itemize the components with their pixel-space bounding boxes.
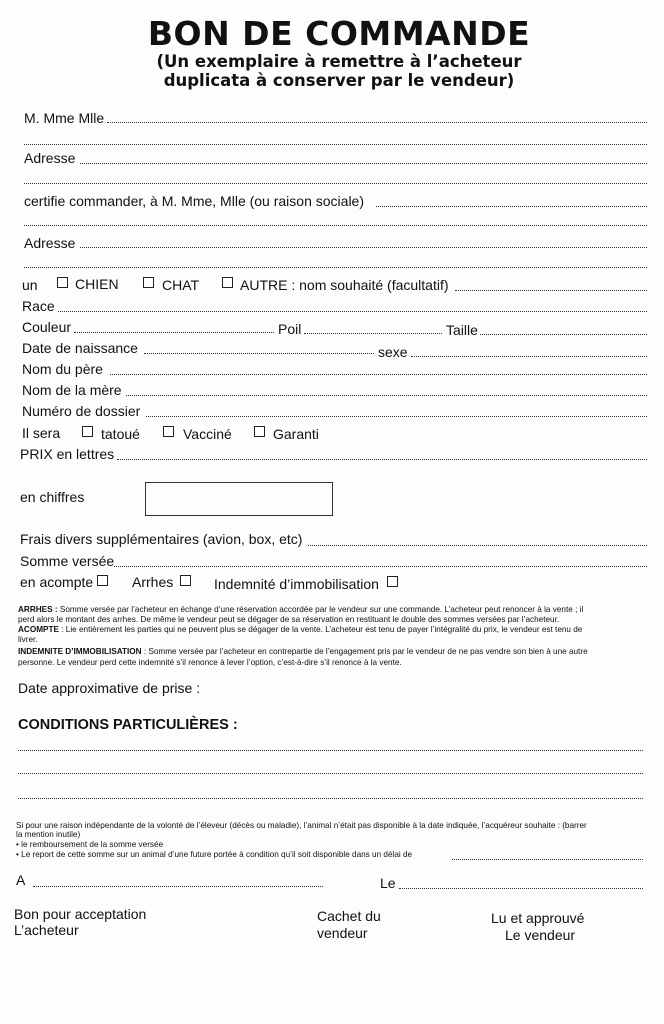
pere-label: Nom du père	[22, 361, 103, 377]
nom-souhaite-field[interactable]	[455, 290, 647, 291]
conditions-line-1[interactable]	[18, 750, 643, 751]
page-title: BON DE COMMANDE	[147, 14, 531, 53]
race-label: Race	[22, 298, 55, 314]
indemnite-definition: INDEMNITE D’IMMOBILISATION : Somme versée par l’acheteur en contrepartie de l’engagement pris par le vendeur de ne pas vendre son bien à une autre	[18, 647, 588, 656]
acompte-definition: ACOMPTE : Lie entièrement les parties qui ne peuvent plus se dégager de la vente. L’acheteur est tenu de payer l’intégralité du prix, le vendeur est tenu de	[18, 625, 583, 634]
place-field[interactable]	[33, 886, 323, 887]
sexe-label: sexe	[378, 344, 408, 360]
indemnite-definition-2: personne. Le vendeur perd cette indemnité s’il renonce à lever l’option, c’est-à-dire s’il renonce à la vente.	[18, 658, 402, 667]
frais-field[interactable]	[308, 545, 647, 546]
prix-lettres-field[interactable]	[117, 459, 647, 460]
mere-label: Nom de la mère	[22, 382, 122, 398]
buyer-name-field[interactable]	[107, 122, 647, 123]
taille-field[interactable]	[480, 334, 647, 335]
date-prise-label: Date approximative de prise :	[18, 680, 201, 696]
garanti-label: Garanti	[273, 426, 319, 442]
chat-label: CHAT	[162, 277, 200, 293]
seller-signature-line-1: Lu et approuvé	[491, 910, 585, 926]
frais-label: Frais divers supplémentaires (avion, box, etc)	[20, 531, 303, 547]
seller-address-label: Adresse	[24, 235, 76, 251]
certify-label: certifie commander, à M. Mme, Mlle (ou raison sociale)	[24, 193, 364, 209]
subtitle-line-2: duplicata à conserver par le vendeur)	[163, 71, 515, 90]
clause-option-report: • Le report de cette somme sur un animal d’une future portée à condition qu’il soit disponible dans un délai de	[16, 850, 413, 859]
couleur-label: Couleur	[22, 319, 72, 335]
prix-lettres-label: PRIX en lettres	[20, 446, 115, 462]
autre-checkbox[interactable]	[222, 277, 233, 288]
vaccine-checkbox[interactable]	[163, 426, 174, 437]
buyer-address-field[interactable]	[80, 163, 647, 164]
seller-name-field-2[interactable]	[24, 225, 647, 226]
race-field[interactable]	[58, 311, 647, 312]
arrhes-definition-2: perd alors le montant des arrhes. De même le vendeur peut se dégager de sa réservation en restituant le double des sommes versées par l’acheteur.	[18, 615, 560, 624]
delai-field[interactable]	[452, 859, 643, 860]
mere-field[interactable]	[126, 395, 647, 396]
clause-option-refund: • le remboursement de la somme versée	[16, 840, 164, 849]
garanti-checkbox[interactable]	[254, 426, 265, 437]
animal-un-label: un	[22, 277, 38, 293]
subtitle-line-1: (Un exemplaire à remettre à l’acheteur	[156, 52, 522, 71]
taille-label: Taille	[446, 322, 478, 338]
indemnite-option-label: Indemnité d’immobilisation	[214, 576, 379, 592]
chien-label: CHIEN	[75, 276, 119, 292]
somme-field[interactable]	[114, 566, 647, 567]
naissance-label: Date de naissance	[22, 340, 138, 356]
seller-address-field[interactable]	[80, 247, 647, 248]
tatoue-checkbox[interactable]	[82, 426, 93, 437]
dossier-field[interactable]	[146, 416, 647, 417]
seller-name-field[interactable]	[376, 206, 647, 207]
conditions-title: CONDITIONS PARTICULIÈRES :	[18, 717, 238, 733]
indemnite-checkbox[interactable]	[387, 576, 398, 587]
poil-label: Poil	[278, 321, 302, 337]
buyer-signature-line-1: Bon pour acceptation	[14, 906, 147, 922]
autre-label: AUTRE : nom souhaité (facultatif)	[240, 277, 449, 293]
acompte-option-label: en acompte	[20, 574, 94, 590]
buyer-name-field-2[interactable]	[24, 144, 647, 145]
poil-field[interactable]	[304, 333, 442, 334]
buyer-name-label: M. Mme Mlle	[24, 110, 105, 126]
vaccine-label: Vacciné	[183, 426, 232, 442]
seller-address-field-2[interactable]	[24, 267, 647, 268]
date-field[interactable]	[399, 888, 643, 889]
place-label: A	[16, 872, 26, 888]
chien-checkbox[interactable]	[57, 277, 68, 288]
il-sera-label: Il sera	[22, 425, 61, 441]
sexe-field[interactable]	[411, 356, 647, 357]
en-chiffres-label: en chiffres	[20, 489, 85, 505]
buyer-address-field-2[interactable]	[24, 183, 647, 184]
somme-label: Somme versée	[20, 553, 115, 569]
stamp-line-1: Cachet du	[317, 908, 381, 924]
acompte-definition-2: livrer.	[18, 635, 38, 644]
pere-field[interactable]	[110, 374, 647, 375]
clause-line-1: Si pour une raison indépendante de la volonté de l’éleveur (décès ou maladie), l’animal n’était pas disponible à la date indiquée, l’acquéreur souhaite : (barrer	[16, 821, 587, 830]
prix-chiffres-box[interactable]	[145, 482, 333, 516]
seller-signature-line-2: Le vendeur	[505, 927, 576, 943]
acompte-checkbox[interactable]	[97, 575, 108, 586]
arrhes-option-label: Arrhes	[132, 574, 174, 590]
clause-line-2: la mention inutile)	[16, 830, 81, 839]
dossier-label: Numéro de dossier	[22, 403, 141, 419]
date-label: Le	[380, 875, 396, 891]
arrhes-definition: ARRHES : Somme versée par l’acheteur en échange d’une réservation accordée par le vendeur sur une commande. L’acheteur peut renoncer à la vente ; il	[18, 605, 584, 614]
arrhes-checkbox[interactable]	[180, 575, 191, 586]
conditions-line-2[interactable]	[18, 773, 643, 774]
buyer-signature-line-2: L’acheteur	[14, 922, 79, 938]
chat-checkbox[interactable]	[143, 277, 154, 288]
tatoue-label: tatoué	[101, 426, 140, 442]
buyer-address-label: Adresse	[24, 150, 76, 166]
naissance-field[interactable]	[144, 353, 374, 354]
conditions-line-3[interactable]	[18, 798, 643, 799]
stamp-line-2: vendeur	[317, 925, 368, 941]
couleur-field[interactable]	[74, 332, 274, 333]
